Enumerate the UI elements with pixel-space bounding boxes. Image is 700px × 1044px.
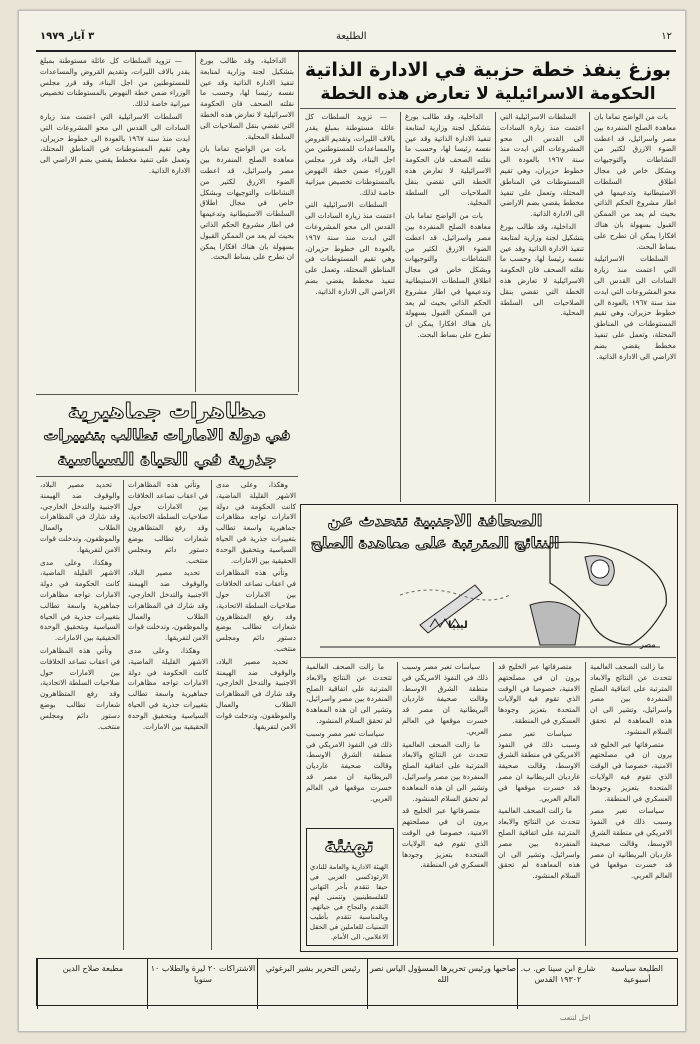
demo-col-1-text-3: تحديد مصير البلاد، والوقوف ضد الهيمنة الاجنبية والتدخل الخارجي، وقد شارك في المظاهرات الطلاب والعمال والموظفون، وتدخلت قوات الامن لتفريقها.: [216, 656, 296, 731]
footer-address: شارع ابن سينا ص. ب. ١٩٣٠٢ القدس: [517, 959, 598, 1009]
headline-demo-line1: مظاهرات جماهيرية: [67, 399, 267, 423]
settlement-col-2-text-2: الداخلية، وقد طالب بورغ بتشكيل لجنة وزارية لمتابعة تنفيذ الادارة الذاتية وقد عين نفسه رئيسا لها، وحسب ما نقلته الصحف فان الحكومة الاسرائيلية لا تعارض هذه الخطة التي تقضي بنقل الصلاحيات الى السلطة المحلية.: [500, 221, 584, 318]
settlement-col-2-text: السلطات الاسرائيلية التي اعتمت منذ زيارة السادات الى القدس الى محو المشروعات التي ابدت منذ سنة ١٩٦٧ بالعودة الى خطوط حزيران، وهي تقيم المستوطنات في المناطق المحتلة، وتعمل على تنفيذ مخطط يقضي بضم الاراضي الى الادارة الذاتية.: [500, 112, 584, 219]
headline-settlement-line1: بوزغ ينفذ خطة حزبية في الادارة الذاتية: [304, 59, 672, 81]
settlement-col-3-text: الداخلية، وقد طالب بورغ بتشكيل لجنة وزارية لمتابعة تنفيذ الادارة الذاتية وقد عين نفسه رئيسا لها، وحسب ما نقلته الصحف فان الحكومة الاسرائيلية لا تعارض هذه الخطة التي تقضي بنقل الصلاحيات الى السلطة المحلية.: [405, 112, 491, 208]
bottom-note: اجل لنتعب: [560, 1014, 591, 1022]
press-col-4: [306, 662, 392, 822]
left-top-col-1-text-2: بات من الواضح تماما بان معاهدة الصلح المنفردة بين مصر واسرائيل، قد اعطت الضوء الازرق لكثير من النشاطات والتوجيهات وبشكل خاص في مجال اطلاق السلطات الاستيطانية وتدعيمها في اطار مشروع الحكم الذاتي بحيث لم يعد من الممكن القبول بسهولة بان هناك افكارا يمكن ان تطرح على بساط البحث.: [200, 144, 294, 262]
headline-demo-line3: جذرية في الحياة السياسية: [57, 450, 277, 470]
left-top-col-1: [200, 56, 294, 392]
left-top-col-2-text: — تزويد السلطات كل عائلة مستوطنة بمبلغ يقدر بالاف الليرات، وتقديم القروض والمساعدات للمستوطنين من اجل البناء، وقد قرر مجلس الوزراء ضمن خطة النهوض بالمستوطنات تخصيص ميزانية خاصة لذلك.: [40, 56, 190, 109]
col-rule: [211, 480, 212, 950]
col-rule: [195, 52, 196, 392]
settlement-col-3-text-2: بات من الواضح تماما بان معاهدة الصلح المنفردة بين مصر واسرائيل، قد اعطت الضوء الازرق لكثير من النشاطات والتوجيهات وبشكل خاص في مجال اطلاق السلطات الاستيطانية وتدعيمها في اطار مشروع الحكم الذاتي بحيث لم يعد من الممكن القبول بسهولة بان هناك افكارا يمكن ان تطرح على بساط البحث.: [405, 211, 491, 339]
settlement-col-4-text-2: السلطات الاسرائيلية التي اعتمت منذ زيارة السادات الى القدس الى محو المشروعات التي ابدت منذ سنة ١٩٦٧ بالعودة الى خطوط حزيران، وهي تقيم المستوطنات في المناطق المحتلة، وتعمل على تنفيذ مخطط يقضي بضم الاراضي الى الادارة الذاتية.: [305, 200, 395, 296]
press-col-3-text: سياسات تعبر مصر وسبب ذلك في النفوذ الامريكي في منطقة الشرق الاوسط، وقالت صحيفة غارديان البريطانية ان مصر قد خسرت موقعها في العالم العربي.: [402, 662, 488, 736]
settlement-col-1: [594, 112, 676, 502]
press-col-2-text-2: سياسات تعبر مصر وسبب ذلك في النفوذ الامريكي في منطقة الشرق الاوسط، وقالت صحيفة غارديان البريطانية ان مصر قد خسرت موقعها في العالم العربي.: [498, 728, 580, 803]
cartoon-label-libya: ليبيا: [448, 620, 468, 631]
col-rule: [589, 112, 590, 502]
left-top-col-2: [40, 56, 190, 392]
headline-press-line1: الصحافة الاجنبية تتحدث عن: [327, 511, 543, 530]
col-rule: [400, 112, 401, 502]
left-top-col-1-text: الداخلية، وقد طالب بورغ بتشكيل لجنة وزارية لمتابعة تنفيذ الادارة الذاتية وقد عين نفسه رئيسا لها، وحسب ما نقلته الصحف فان الحكومة الاسرائيلية لا تعارض هذه الخطة التي تقضي بنقل الصلاحيات الى السلطة المحلية.: [200, 56, 294, 141]
col-rule: [397, 662, 398, 946]
settlement-col-2: [500, 112, 584, 502]
press-col-1-text: ما زالت الصحف العالمية تتحدث عن النتائج والابعاد المترتبة على اتفاقية الصلح المنفردة بين مصر واسرائيل، وتشير الى ان هذه المعاهدة لم تحقق السلام المنشود.: [590, 662, 672, 736]
demo-col-3: [40, 480, 120, 950]
col-rule: [298, 52, 299, 392]
col-rule: [585, 662, 586, 946]
demo-col-3-text: تحديد مصير البلاد، والوقوف ضد الهيمنة الاجنبية والتدخل الخارجي، وقد شارك في المظاهرات الطلاب والعمال والموظفون، وتدخلت قوات الامن لتفريقها.: [40, 480, 120, 554]
header-page-number: ١٢: [661, 31, 672, 42]
cartoon-rule: [300, 657, 676, 658]
demo-col-3-text-3: وتأتي هذه المظاهرات في اعقاب تصاعد الخلافات بين الامارات حول صلاحيات السلطة الاتحادية، وقد رفع المتظاهرون شعارات تطالب بوضع دستور دائم ومجلس منتخب.: [40, 645, 120, 731]
press-col-3-text-2: ما زالت الصحف العالمية تتحدث عن النتائج والابعاد المترتبة على اتفاقية الصلح المنفردة بين مصر واسرائيل، وتشير الى ان هذه المعاهدة لم تحقق السلام المنشود.: [402, 739, 488, 803]
demo-col-1-text: وهكذا، وعلى مدى الاشهر القليلة الماضية، كانت الحكومة في دولة الامارات تواجه مظاهرات جماهيرية واسعة تطالب بتغييرات جذرية في الحياة السياسية وبتحقيق الوحدة الحقيقية بين الامارات.: [216, 480, 296, 565]
demo-col-1: [216, 480, 296, 950]
demo-col-2-text: وتأتي هذه المظاهرات في اعقاب تصاعد الخلافات بين الامارات حول صلاحيات السلطة الاتحادية، وقد رفع المتظاهرون شعارات تطالب بوضع دستور دائم ومجلس منتخب.: [128, 480, 208, 565]
header-date: ٣ آيار ١٩٧٩: [40, 31, 95, 42]
left-top-col-2-text-2: السلطات الاسرائيلية التي اعتمت منذ زيارة السادات الى القدس الى محو المشروعات التي ابدت منذ سنة ١٩٦٧ بالعودة الى خطوط حزيران، وهي تقيم المستوطنات في المناطق المحتلة، وتعمل على تنفيذ مخطط يقضي بضم الاراضي الى الادارة الذاتية.: [40, 111, 190, 175]
press-col-4-text-2: سياسات تعبر مصر وسبب ذلك في النفوذ الامريكي في منطقة الشرق الاوسط، وقالت صحيفة غارديان البريطانية ان مصر قد خسرت موقعها في العالم العربي.: [306, 728, 392, 803]
press-col-4-text: ما زالت الصحف العالمية تتحدث عن النتائج والابعاد المترتبة على اتفاقية الصلح المنفردة بين مصر واسرائيل، وتشير الى ان هذه المعاهدة لم تحقق السلام المنشود.: [306, 662, 392, 725]
press-col-2-text-3: ما زالت الصحف العالمية تتحدث عن النتائج والابعاد المترتبة على اتفاقية الصلح المنفردة بين مصر واسرائيل، وتشير الى ان هذه المعاهدة لم تحقق السلام المنشود.: [498, 806, 580, 881]
cartoon-label-egypt: مصر: [640, 640, 656, 649]
col-rule: [493, 662, 494, 946]
demo-col-2-text-3: وهكذا، وعلى مدى الاشهر القليلة الماضية، كانت الحكومة في دولة الامارات تواجه مظاهرات جماهيرية واسعة تطالب بتغييرات جذرية في الحياة السياسية وبتحقيق الوحدة الحقيقية بين الامارات.: [128, 645, 208, 731]
press-col-2-text: متصرفاتها عبر الخليج قد يرون ان في مصلحتهم الامنية، خصوصا في الوقت الذي تقوم فيه الولايات المتحدة بتعزيز وجودها العسكري في المنطقة.: [498, 662, 580, 725]
demo-top-rule: [36, 394, 298, 395]
col-rule: [495, 112, 496, 502]
demo-col-2-text-2: تحديد مصير البلاد، والوقوف ضد الهيمنة الاجنبية والتدخل الخارجي، وقد شارك في المظاهرات الطلاب والعمال والموظفون، وتدخلت قوات الامن لتفريقها.: [128, 568, 208, 643]
footer-owner: صاحبها ورئيس تحريرها المسؤول الياس نصر الله: [367, 959, 518, 1009]
press-col-1-text-3: سياسات تعبر مصر وسبب ذلك في النفوذ الامريكي في منطقة الشرق الاوسط، وقالت صحيفة غارديان البريطانية ان مصر قد خسرت موقعها في العالم العربي.: [590, 806, 672, 881]
demo-bottom-rule: [36, 476, 298, 477]
headline-press-line2: النتائج المترتبة على معاهدة الصلح: [310, 534, 560, 552]
press-col-2: [498, 662, 580, 946]
demo-col-3-text-2: وهكذا، وعلى مدى الاشهر القليلة الماضية، كانت الحكومة في دولة الامارات تواجه مظاهرات جماهيرية واسعة تطالب بتغييرات جذرية في الحياة السياسية وبتحقيق الوحدة الحقيقية بين الامارات.: [40, 557, 120, 643]
settlement-col-3: [405, 112, 491, 502]
press-col-3: [402, 662, 488, 946]
col-rule: [123, 480, 124, 950]
press-col-1-text-2: متصرفاتها عبر الخليج قد يرون ان في مصلحتهم الامنية، خصوصا في الوقت الذي تقوم فيه الولايات المتحدة بتعزيز وجودها العسكري في المنطقة.: [590, 739, 672, 803]
footer-publisher: الطليعة سياسية أسبوعية: [611, 964, 663, 984]
page-header: [36, 28, 676, 52]
headline-underline: [300, 108, 676, 109]
headline-demo-line2: في دولة الامارات تطالب بتغييرات: [43, 426, 291, 444]
settlement-col-1-text: بات من الواضح تماما بان معاهدة الصلح المنفردة بين مصر واسرائيل، قد اعطت الضوء الازرق لكثير من النشاطات والتوجيهات وبشكل خاص في مجال اطلاق السلطات الاستيطانية وتدعيمها في اطار مشروع الحكم الذاتي بحيث لم يعد من الممكن القبول بسهولة بان هناك افكارا يمكن ان تطرح على بساط البحث.: [594, 112, 676, 251]
settlement-col-1-text-2: السلطات الاسرائيلية التي اعتمت منذ زيارة السادات الى القدس الى محو المشروعات التي ابدت منذ سنة ١٩٦٧ بالعودة الى خطوط حزيران، وهي تقيم المستوطنات في المناطق المحتلة، وتعمل على تنفيذ مخطط يقضي بضم الاراضي الى الادارة الذاتية.: [594, 254, 676, 361]
press-col-3-text-3: متصرفاتها عبر الخليج قد يرون ان في مصلحتهم الامنية، خصوصا في الوقت الذي تقوم فيه الولايات المتحدة بتعزيز وجودها العسكري في المنطقة.: [402, 806, 488, 870]
header-paper-name: الطليعة: [336, 31, 367, 42]
footer-subscriptions: الاشتراكات ٢٠ ليرة والطلاب ١٠ سنويا: [147, 959, 258, 1009]
congrats-title: تهنئة: [324, 833, 374, 857]
headline-settlement-line2: الحكومة الاسرائيلية لا تعارض هذه الخطة: [320, 84, 656, 104]
congrats-text: الهيئة الادارية والعامة للنادي الارثوذكسي العربي في حيفا تتقدم بأحر التهاني للفلسطينيين وتتمنى لهم التقدم والنجاح في حياتهم. وبالمناسبة تتقدم بأطيب التمنيات للعاملين في الحقل الاعلامي، الى الأمام.: [310, 863, 388, 941]
settlement-col-4: [305, 112, 395, 502]
press-col-1: [590, 662, 672, 946]
settlement-col-4-text: — تزويد السلطات كل عائلة مستوطنة بمبلغ يقدر بالاف الليرات، وتقديم القروض والمساعدات للمستوطنين من اجل البناء، وقد قرر مجلس الوزراء ضمن خطة النهوض بالمستوطنات تخصيص ميزانية خاصة لذلك.: [305, 112, 395, 197]
masthead-footer: [36, 958, 678, 1006]
footer-editor: رئيس التحرير بشير البرغوثي: [257, 959, 368, 1009]
political-cartoon: [300, 535, 676, 655]
demo-col-2: [128, 480, 208, 950]
demo-col-1-text-2: وتأتي هذه المظاهرات في اعقاب تصاعد الخلافات بين الامارات حول صلاحيات السلطة الاتحادية، وقد رفع المتظاهرون شعارات تطالب بوضع دستور دائم ومجلس منتخب.: [216, 568, 296, 653]
footer-printer: مطبعة صلاح الدين: [37, 959, 148, 1009]
